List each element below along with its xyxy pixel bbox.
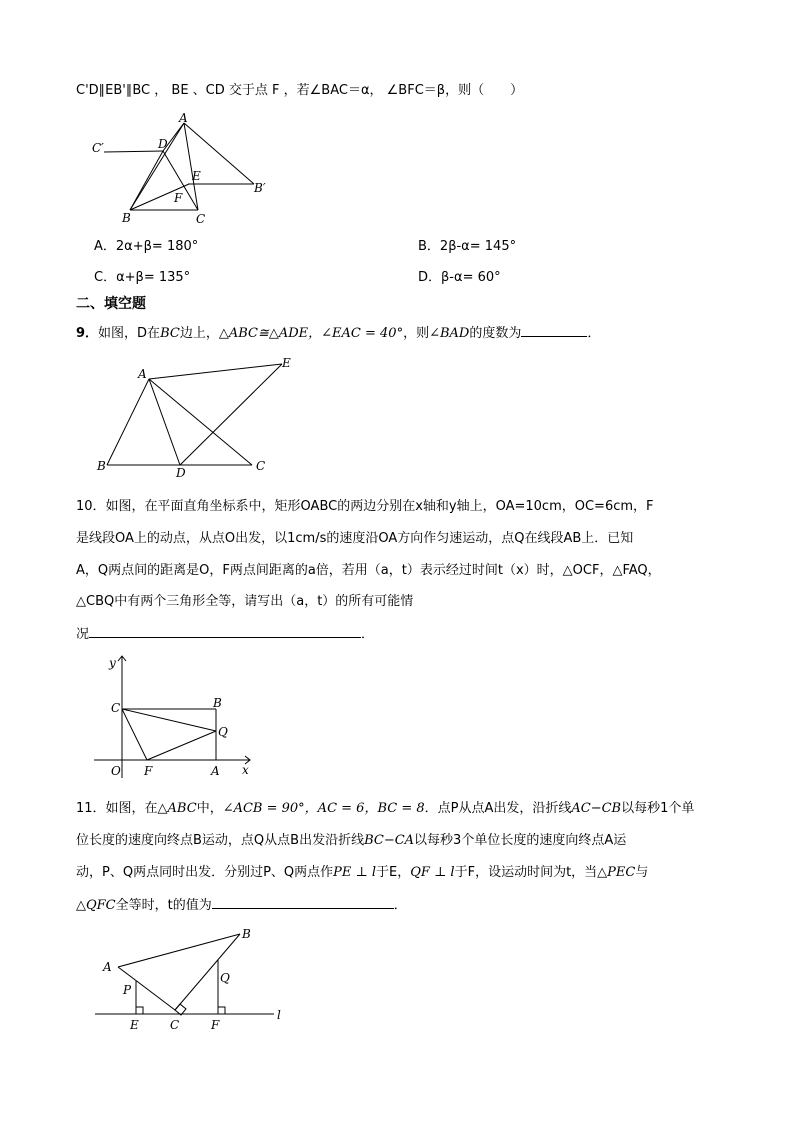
q11-label-a: A (103, 960, 112, 974)
q11-l4-text-a: 全等时，t的值为 (115, 898, 212, 913)
q9-label-c: C (256, 459, 266, 473)
q8-label-b: B (122, 211, 131, 225)
q8-label-d: D (158, 137, 168, 151)
q8-option-c: C．α+β= 135° (94, 270, 191, 285)
q11-figure (90, 922, 300, 1047)
q10-line5 (76, 622, 374, 645)
q11-line1 (76, 799, 694, 819)
q8-option-d: D．β-α= 60° (418, 270, 501, 285)
q11-l2-text-b: 以每秒3个单位长度的速度向终点A运 (414, 833, 627, 848)
section-title: 二、填空题 (76, 296, 146, 312)
q10-label-b: B (213, 696, 222, 710)
q8-label-e: E (192, 169, 201, 183)
q9-number: 9． (76, 326, 99, 341)
q11-l4-math-1: △QFC (76, 898, 116, 913)
q11-label-c: C (170, 1018, 180, 1032)
q10-line2: 是线段OA上的动点，从点O出发，以1cm/s的速度沿OA方向作匀速运动，点Q在线段AB上．已知 (76, 531, 634, 546)
q11-line4 (76, 893, 407, 916)
q10-label-f: F (144, 764, 153, 778)
q9-label-b: B (97, 459, 106, 473)
q10-label-a: A (211, 764, 220, 778)
q9-text1: 如图，D在 (98, 326, 161, 341)
q11-l3-math-2: QF ⊥ l (410, 865, 455, 880)
q9-text4: 的度数为 (469, 326, 522, 341)
q9-label-e: E (282, 356, 291, 370)
q8-stem: C'D∥EB'∥BC ， BE 、CD 交于点 F ，若∠BAC＝α， ∠BFC＝β，则（ ） (76, 83, 524, 98)
q11-l3-text-d: 与 (635, 865, 649, 880)
q11-l2-text-a: 位长度的速度向终点B运动，点Q从点B出发沿折线 (76, 833, 365, 848)
q11-line3 (76, 863, 648, 883)
q10-line5-text: 况 (76, 627, 90, 642)
q11-l3-text-a: 动，P、Q两点同时出发．分别过P、Q两点作 (76, 865, 334, 880)
q9-math-congruence: △ABC≅△ADE，∠EAC = 40° (218, 326, 404, 341)
q11-l1-math-1: △ABC (157, 801, 197, 816)
q11-line2 (76, 831, 626, 851)
q11-label-f: F (211, 1018, 220, 1032)
q11-l3-text-b: 于E， (376, 865, 411, 880)
q10-label-o: O (111, 764, 121, 778)
q11-answer-blank[interactable] (212, 893, 394, 909)
q8-label-bprime: B′ (254, 181, 266, 195)
q11-l1-text-a: 11．如图，在 (76, 801, 158, 816)
q8-label-cprime: C′ (92, 141, 104, 155)
q9-figure (94, 355, 304, 480)
q11-l2-math-1: BC−CA (364, 833, 415, 848)
q11-l1-math-2: ∠ACB = 90°，AC = 6，BC = 8 (222, 801, 425, 816)
q11-l3-math-1: PE ⊥ l (333, 865, 377, 880)
q11-l1-text-d: 以每秒1个单 (621, 801, 695, 816)
q11-l1-text-c: ．点P从点A出发，沿折线 (424, 801, 572, 816)
q9-stem (76, 321, 600, 344)
q10-line3: A，Q两点间的距离是O，F两点间距离的a倍，若用（a，t）表示经过时间t（x）时，△OCF，△FAQ， (76, 563, 661, 578)
q11-label-b: B (242, 927, 251, 941)
q10-figure (90, 652, 270, 782)
q8-label-a: A (179, 111, 188, 125)
q10-figure-lines (94, 656, 250, 778)
q9-label-a: A (138, 367, 147, 381)
q10-line1: 10．如图，在平面直角坐标系中，矩形OABC的两边分别在x轴和y轴上，OA=10cm，OC=6cm，F (76, 499, 654, 514)
q8-option-b: B．2β-α= 145° (418, 239, 517, 254)
q11-label-e: E (130, 1018, 139, 1032)
q10-label-y: y (109, 656, 116, 670)
q11-l1-text-b: 中， (196, 801, 223, 816)
q10-label-q: Q (218, 725, 228, 739)
q10-line4: △CBQ中有两个三角形全等，请写出（a，t）的所有可能情 (76, 594, 414, 609)
q9-math-bad: ∠BAD (429, 326, 470, 341)
q9-answer-blank[interactable] (521, 321, 587, 337)
q10-end: ． (361, 627, 375, 642)
q8-label-c: C (196, 212, 206, 226)
q11-l1-math-3: AC−CB (571, 801, 622, 816)
q10-answer-blank[interactable] (89, 622, 361, 638)
q11-label-p: P (123, 983, 132, 997)
q9-label-d: D (176, 466, 186, 480)
q9-math-bc: BC (160, 326, 180, 341)
q11-figure-lines (95, 934, 274, 1015)
q9-figure-lines (107, 364, 282, 465)
q10-label-x: x (242, 763, 249, 777)
q11-end: ． (393, 898, 407, 913)
q11-label-q: Q (220, 971, 230, 985)
q9-end: ． (587, 326, 601, 341)
q11-label-l: l (277, 1008, 281, 1022)
q8-option-a: A．2α+β= 180° (94, 239, 199, 254)
q11-l3-math-3: △PEC (597, 865, 636, 880)
q8-label-f: F (174, 191, 183, 205)
q11-l3-text-c: 于F，设运动时间为t，当 (454, 865, 598, 880)
q8-figure (88, 112, 288, 232)
q10-label-c: C (111, 701, 121, 715)
q9-text2: 边上， (179, 326, 219, 341)
q9-text3: ，则 (403, 326, 430, 341)
